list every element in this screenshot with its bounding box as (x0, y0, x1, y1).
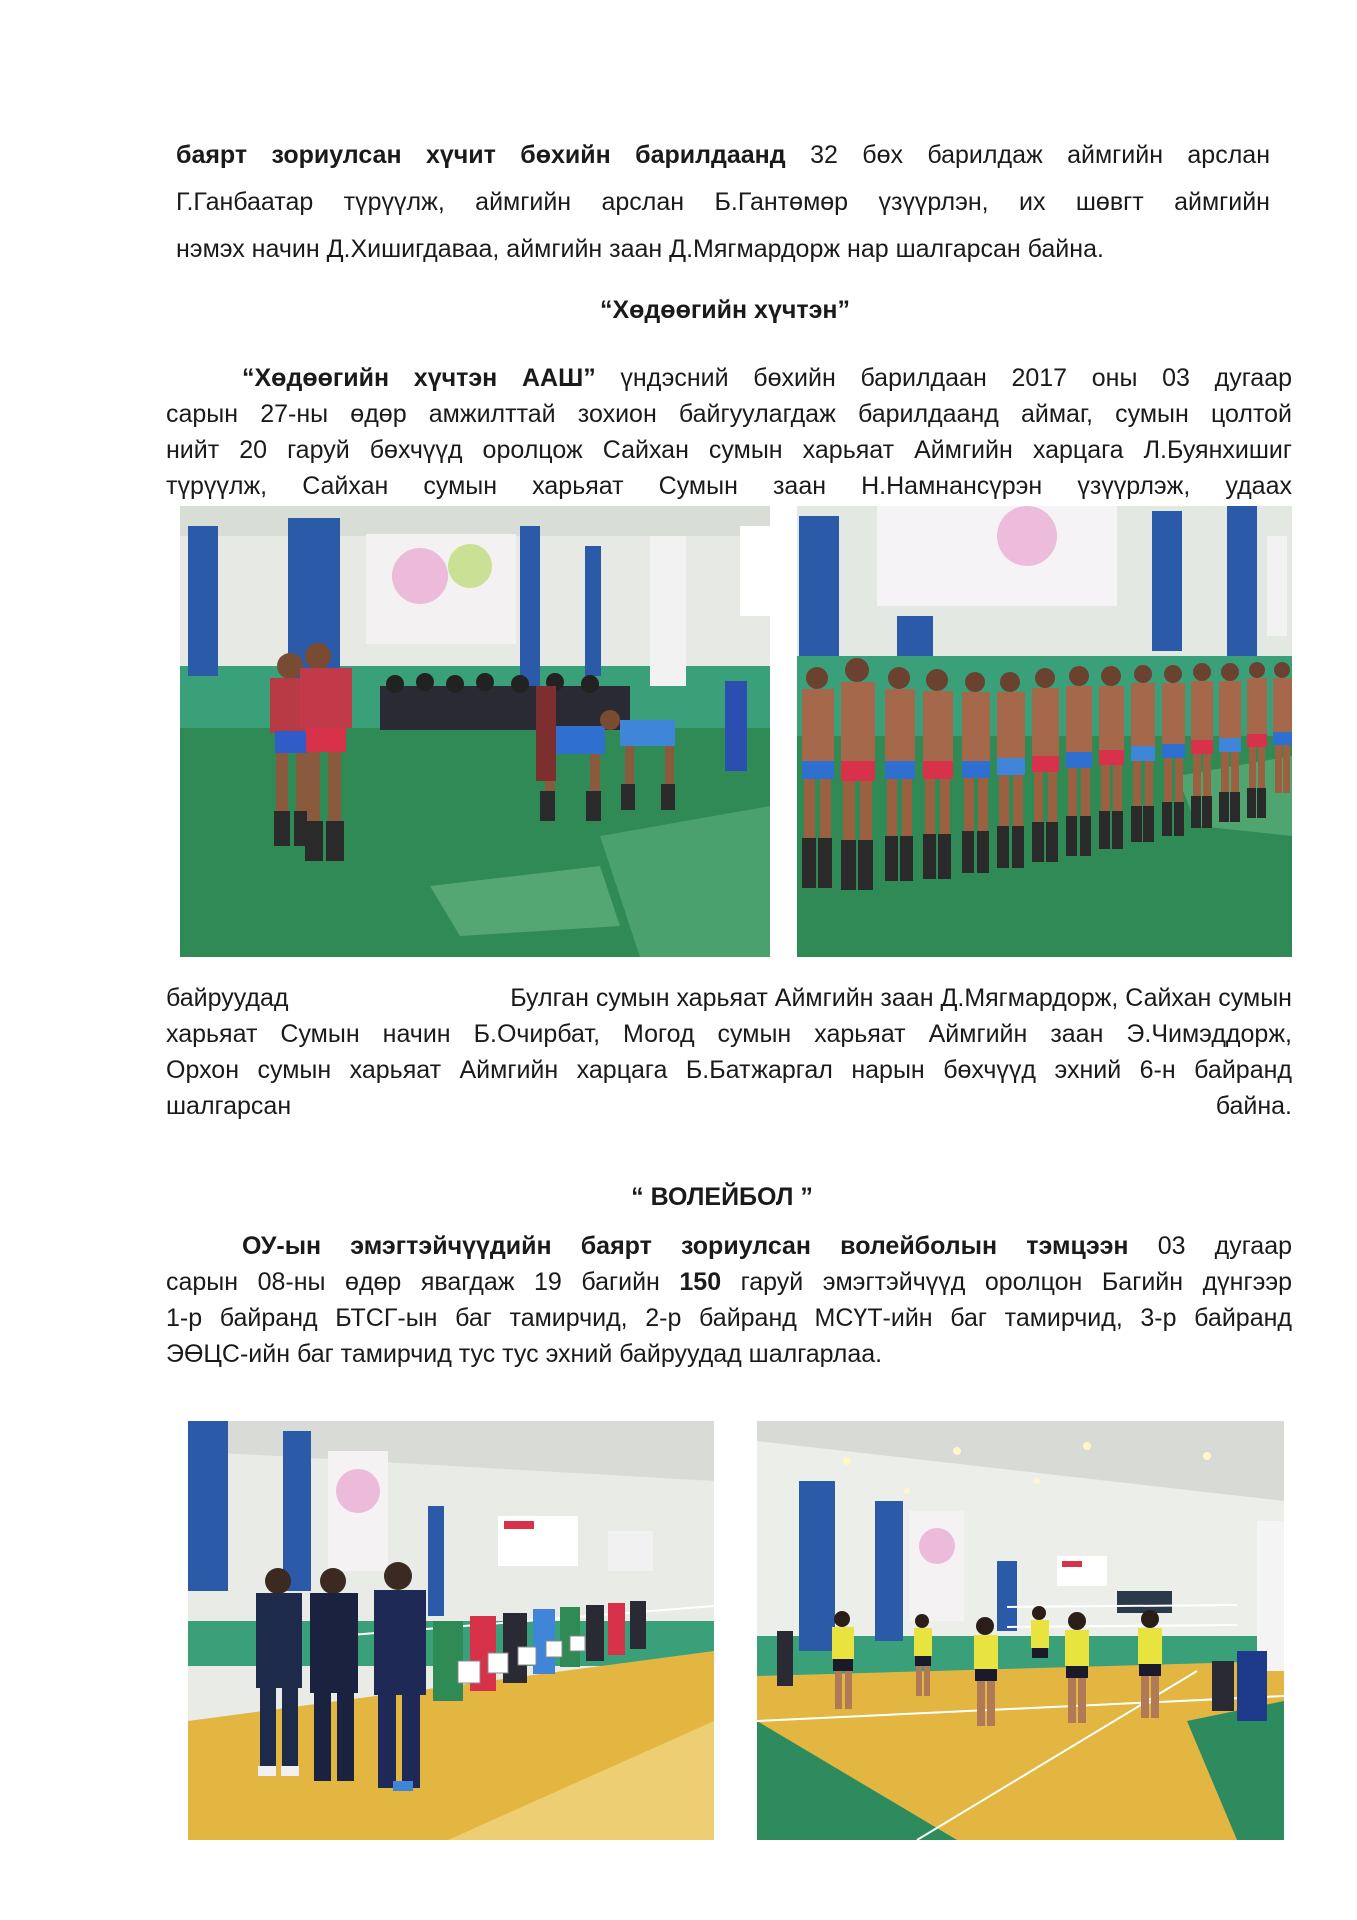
wrestling-event-name: “Хөдөөгийн хүчтэн ААШ” (242, 364, 596, 392)
wrestling-p1-line-1: “Хөдөөгийн хүчтэн ААШ” үндэсний бөхийн барилдаан 2017 оны 03 дугаар (242, 364, 1293, 392)
intro-paragraph (176, 132, 1270, 273)
wrestling-p2-line-3: Орхон сумын харьяат Аймгийн харцага Б.Батжаргал нарын бөхчүүд эхний 6-н байранд (166, 1056, 1292, 1084)
volleyball-line-2: сарын 08-ны өдөр явагдаж 19 багийн 150 гаруй эмэгтэйчүүд оролцон Багийн дүнгээр (166, 1268, 1293, 1296)
wrestling-paragraph-2 (166, 980, 1292, 1124)
volleyball-ceremony-photo (188, 1421, 714, 1840)
wrestlers-lineup-photo (797, 506, 1292, 957)
wrestling-match-photo (180, 506, 770, 957)
intro-line-1: баярт зориулсан хүчит бөхийн барилдаанд 32 бөх барилдаж аймгийн арслан (176, 141, 1271, 169)
volleyball-line-1: ОУ-ын эмэгтэйчүүдийн баярт зориулсан волейболын тэмцээн 03 дугаар (242, 1232, 1292, 1260)
wrestling-paragraph-1 (166, 360, 1292, 504)
wrestling-p1-line-4: түрүүлж, Сайхан сумын харьяат Сумын заан Н.Намнансүрэн үзүүрлэж, удаах (166, 472, 1292, 500)
volleyball-event-name: ОУ-ын эмэгтэйчүүдийн баярт зориулсан волейболын тэмцээн (242, 1232, 1129, 1260)
wrestling-p2-line-2: харьяат Сумын начин Б.Очирбат, Могод сумын харьяат Аймгийн заан Э.Чимэддорж, (166, 1020, 1292, 1048)
section-heading-volleyball: “ ВОЛЕЙБОЛ ” (631, 1183, 813, 1211)
intro-line-2: Г.Ганбаатар түрүүлж, аймгийн арслан Б.Гантөмөр үзүүрлэн, их шөвгт аймгийн (176, 188, 1270, 216)
intro-line-3: нэмэх начин Д.Хишигдаваа, аймгийн заан Д.Мягмардорж нар шалгарсан байна. (176, 235, 1104, 263)
wrestling-p2-line-4: шалгарсан байна. (166, 1092, 1292, 1120)
wrestling-p2-line-1: байруудад Булган сумын харьяат Аймгийн заан Д.Мягмардорж, Сайхан сумын (166, 984, 1292, 1012)
volleyball-game-photo (757, 1421, 1284, 1840)
volleyball-line-3: 1-р байранд БТСГ-ын баг тамирчид, 2-р байранд МСҮТ-ийн баг тамирчид, 3-р байранд (166, 1304, 1292, 1332)
participants-count: 150 (679, 1268, 722, 1296)
intro-bold-text: баярт зориулсан хүчит бөхийн барилдаанд (176, 141, 786, 169)
section-heading-wrestling: “Хөдөөгийн хүчтэн” (599, 296, 851, 324)
wrestling-p1-line-3: нийт 20 гаруй бөхчүүд оролцож Сайхан сумын харьяат Аймгийн харцага Л.Буянхишиг (166, 436, 1292, 464)
volleyball-paragraph (166, 1228, 1292, 1372)
volleyball-line-4: ЭӨЦС-ийн баг тамирчид тус тус эхний байруудад шалгарлаа. (166, 1340, 883, 1368)
wrestling-p1-line-2: сарын 27-ны өдөр амжилттай зохион байгуулагдаж барилдаанд аймаг, сумын цолтой (166, 400, 1292, 428)
